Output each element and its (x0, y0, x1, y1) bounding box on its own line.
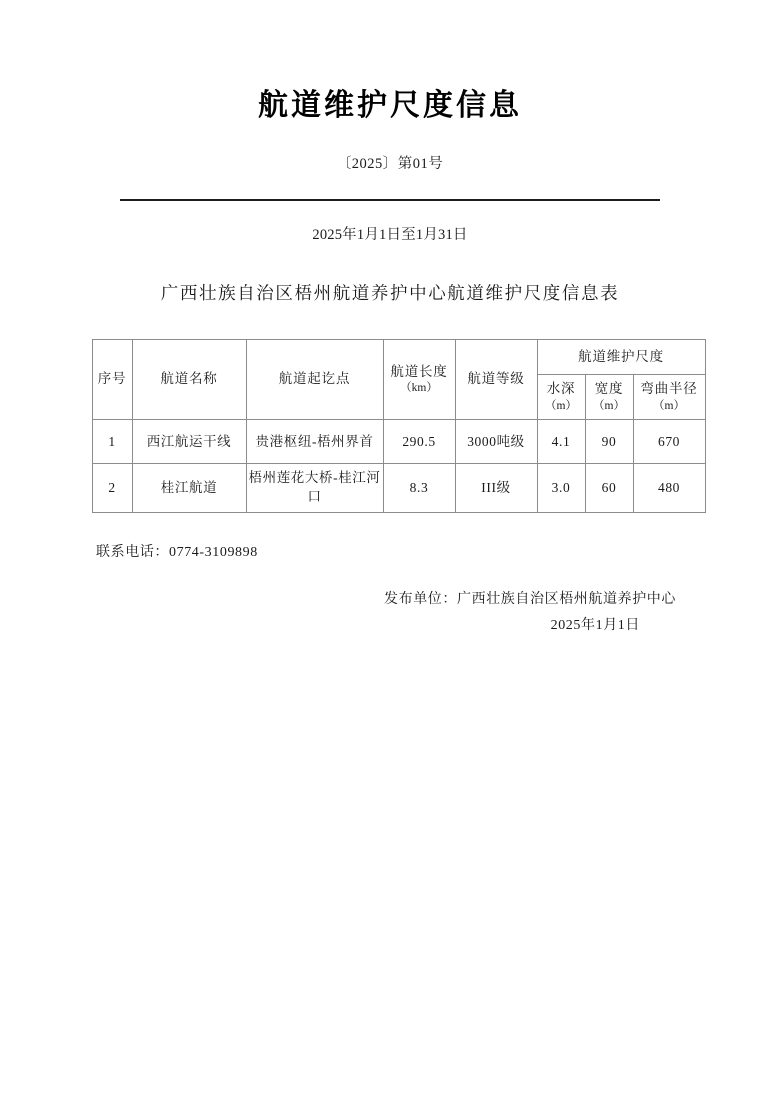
cell-width: 60 (585, 464, 633, 512)
column-header-seq: 序号 (92, 340, 132, 420)
cell-channel-span: 贵港枢纽-梧州界首 (246, 420, 383, 464)
cell-channel-length: 8.3 (383, 464, 455, 512)
column-header-depth-unit: （m） (545, 399, 577, 412)
issue-date: 2025年1月1日 (550, 618, 640, 634)
document-number: 〔2025〕第01号 (336, 156, 444, 172)
page-title: 航道维护尺度信息 (258, 89, 522, 122)
column-header-width (585, 375, 633, 420)
table-container (92, 339, 698, 513)
column-header-channel-grade: 航道等级 (455, 340, 537, 420)
column-header-width-unit: （m） (593, 399, 625, 412)
cell-depth: 3.0 (537, 464, 585, 512)
column-header-radius (633, 375, 705, 420)
table-subtitle: 广西壮族自治区梧州航道养护中心航道维护尺度信息表 (160, 283, 620, 303)
column-header-channel-name: 航道名称 (132, 340, 246, 420)
cell-channel-grade: III级 (455, 464, 537, 512)
column-header-depth (537, 375, 585, 420)
table-row (92, 420, 705, 464)
table-header (92, 340, 705, 420)
column-header-maintenance-group: 航道维护尺度 (537, 340, 705, 375)
cell-seq: 1 (92, 420, 132, 464)
cell-seq: 2 (92, 464, 132, 512)
channel-maintenance-table (92, 339, 706, 513)
cell-depth: 4.1 (537, 420, 585, 464)
issuer-name: 发布单位：广西壮族自治区梧州航道养护中心 (384, 591, 676, 607)
column-header-channel-length-label: 航道长度 (390, 363, 448, 379)
table-body (92, 420, 705, 512)
cell-radius: 480 (633, 464, 705, 512)
column-header-channel-span: 航道起讫点 (246, 340, 383, 420)
issuer-block (0, 561, 780, 640)
table-row (92, 464, 705, 512)
column-header-radius-label: 弯曲半径 (640, 381, 698, 396)
date-range: 2025年1月1日至1月31日 (312, 227, 468, 243)
column-header-channel-length (383, 340, 455, 420)
column-header-depth-label: 水深 (546, 381, 576, 396)
cell-channel-span: 梧州莲花大桥-桂江河口 (246, 464, 383, 512)
cell-channel-name: 桂江航道 (132, 464, 246, 512)
contact-phone: 联系电话：0774-3109898 (96, 544, 258, 560)
column-header-channel-length-unit: （km） (400, 382, 438, 395)
cell-channel-length: 290.5 (383, 420, 455, 464)
column-header-radius-unit: （m） (653, 399, 685, 412)
column-header-width-label: 宽度 (594, 381, 624, 396)
cell-radius: 670 (633, 420, 705, 464)
cell-channel-name: 西江航运干线 (132, 420, 246, 464)
table-header-row-1 (92, 340, 705, 375)
cell-channel-grade: 3000吨级 (455, 420, 537, 464)
cell-width: 90 (585, 420, 633, 464)
